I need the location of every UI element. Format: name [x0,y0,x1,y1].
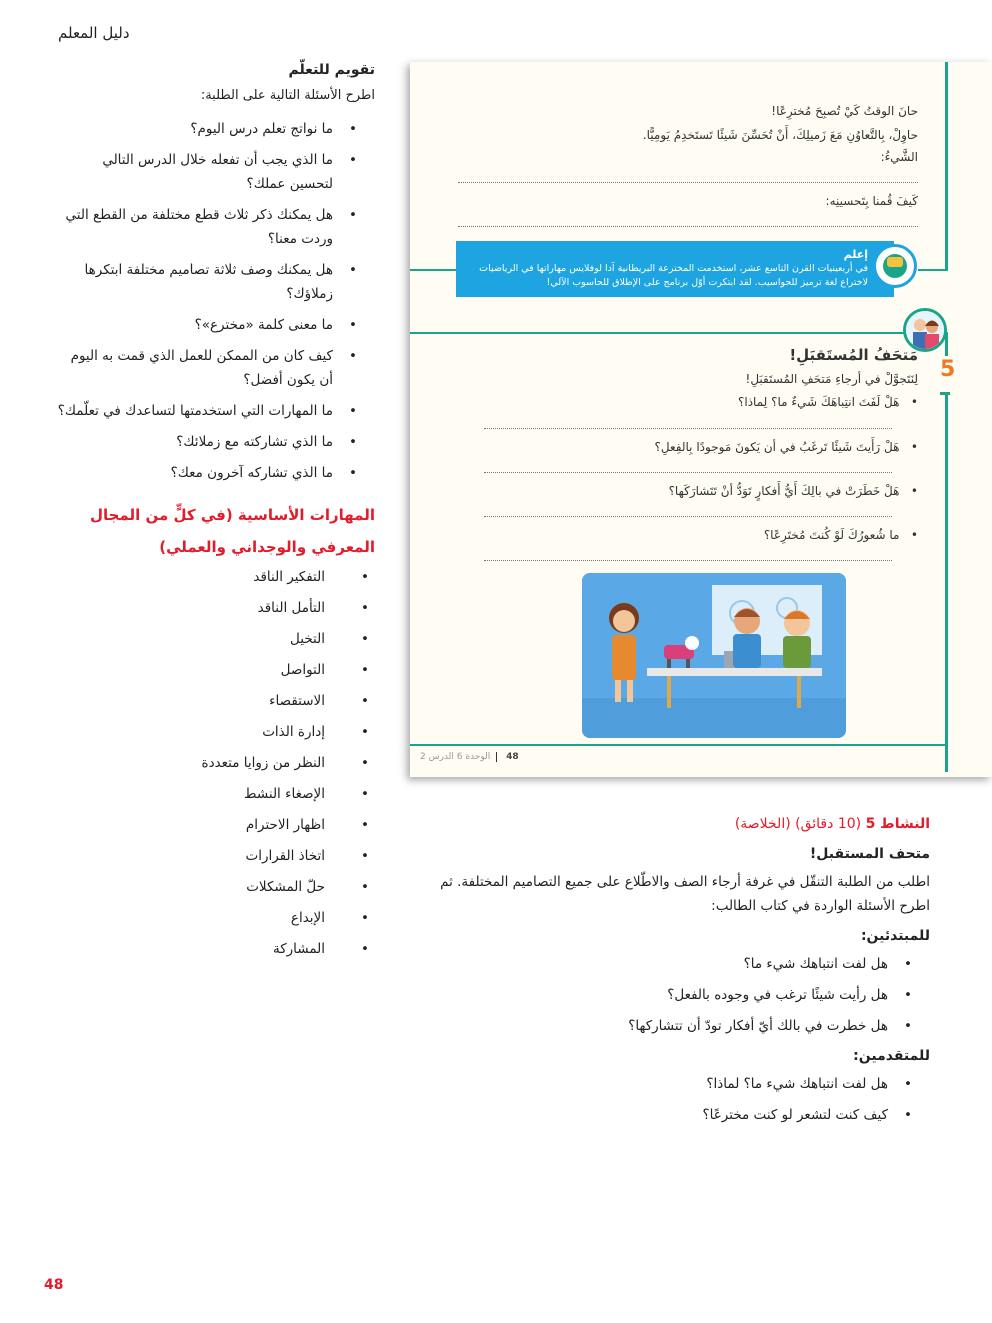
section-number: 5 [940,357,956,382]
assessment-title: تقويم للتعلّم [288,62,375,78]
answer-line [458,182,918,183]
beginners-list [440,952,930,1038]
list-item: • التواصل [55,658,375,682]
list-item: • النظر من زوايا متعددة [55,751,375,775]
list-item: • المشاركة [55,937,375,961]
book-question-3 [498,484,918,498]
list-item: • هل خطرت في بالك أيّ أفكار تودّ أن تتشاركها؟ [440,1014,930,1038]
book-line-3: الشَّيءُ: [880,150,918,164]
bullet: • [899,528,918,542]
book-question-text: هَلْ لَفَتَ انتِباهَكَ شَيءٌ ما؟ لِماذا؟ [738,395,900,409]
frame-line [945,62,948,270]
bullet: • [899,395,918,409]
book-footer [420,752,519,762]
answer-line [458,226,918,227]
frame-line [945,394,948,772]
book-question-4 [498,528,918,542]
list-item: • ما الذي تشاركته مع زملائك؟ [55,430,375,454]
frame-line [940,392,950,395]
book-line-2: حاوِلْ، بِالتَّعاوُنِ مَعَ زَميلِكَ، أَنْ تُحَسِّنَ شَيئًا تَستَخدِمُ يَومِيًّا. [642,128,918,142]
frame-line [410,744,948,746]
list-item: • التخيل [55,627,375,651]
frame-line [410,332,906,334]
answer-line [484,516,892,517]
list-item: • كيف كان من الممكن للعمل الذي قمت به اليوم أن يكون أفضل؟ [55,344,375,392]
assessment-questions [55,117,375,485]
list-item: • اظهار الاحترام [55,813,375,837]
list-item: • ما الذي تشاركه آخرون معك؟ [55,461,375,485]
list-item: • ما معنى كلمة «مخترع»؟ [55,313,375,337]
note-label: إعلم [843,248,868,261]
book-question-1 [498,395,918,409]
list-item: • هل لفت انتباهك شيء ما؟ لماذا؟ [440,1072,930,1096]
activity-title-rest: (10 دقائق) (الخلاصة) [734,816,866,832]
list-item: • الإصغاء النشط [55,782,375,806]
activity-title [440,812,930,836]
list-item: • التفكير الناقد [55,565,375,589]
page-header-title: دليل المعلم [58,24,130,42]
note-text: في أربعينيات القرن التاسع عشر، استخدمت المخترعة البريطانية آدا لوفلايس مهاراتها في الرياضيات لاختراع لغة ترميز للحواسيب. لقد ابتكرت أوّل برنامج على الإطلاق للحاسوب الآلي! [479,263,868,288]
list-item: • هل لفت انتباهك شيء ما؟ [440,952,930,976]
list-item: • التأمل الناقد [55,596,375,620]
info-note [456,241,894,297]
list-item: • ما نواتج تعلم درس اليوم؟ [55,117,375,141]
list-item: • هل يمكنك ذكر ثلاث قطع مختلفة من القطع التي وردت معنا؟ [55,203,375,251]
list-item: • اتخاذ القرارات [55,844,375,868]
frame-line [918,269,948,271]
list-item: • حلّ المشكلات [55,875,375,899]
answer-line [484,428,892,429]
advanced-list [440,1072,930,1127]
activity-section [440,812,930,1134]
advanced-label: للمتقدمين: [853,1048,930,1064]
book-question-text: ما شُعورُكَ لَوْ كُنتَ مُختَرِعًا؟ [763,528,900,542]
list-item: • كيف كنت لتشعر لو كنت مخترعًا؟ [440,1103,930,1127]
section-title: مَتحَفُ المُستَقبَلِ! [789,346,918,364]
bullet: • [899,440,918,454]
list-item: • الإبداع [55,906,375,930]
activity-subtitle: متحف المستقبل! [809,846,930,862]
answer-line [484,560,892,561]
list-item: • ما الذي يجب أن تفعله خلال الدرس التالي لتحسين عملك؟ [55,148,375,196]
answer-line [484,472,892,473]
list-item: • هل رأيت شيئًا ترغب في وجوده بالفعل؟ [440,983,930,1007]
assessment-column [55,58,375,968]
activity-title-bold: النشاط 5 [865,816,930,832]
book-question-text: هَلْ رَأَيتَ شَيئًا تَرغَبُ في أن يَكونَ مَوجودًا بِالفِعلِ؟ [654,440,900,454]
skills-title: المهارات الأساسية (في كلٍّ من المجال المعرفي والوجداني والعملي) [89,506,375,556]
frame-line [410,269,460,271]
page-number: 48 [44,1277,64,1293]
list-item: • إدارة الذات [55,720,375,744]
book-footer-page: 48 [506,752,519,762]
list-item: • الاستقصاء [55,689,375,713]
assessment-intro: اطرح الأسئلة التالية على الطلبة: [200,88,375,103]
book-line-4: كَيفَ قُمنا بِتَحسينِه: [825,194,918,208]
book-line-1: حانَ الوقتُ كَيْ تُصبِحَ مُخترِعًا! [771,104,918,118]
bullet: • [899,484,918,498]
book-footer-unit: الوحدة 6 الدرس 2 [420,752,491,762]
skills-list [55,565,375,961]
activity-paragraph: اطلب من الطلبة التنقّل في غرفة أرجاء الصف والاطّلاع على جميع التصاميم المختلفة. ثم اطرح الأسئلة الواردة في كتاب الطالب: [440,874,930,914]
student-book-page [410,62,992,777]
beginners-label: للمبتدئين: [860,928,930,944]
book-question-2 [498,440,918,454]
list-item: • ما المهارات التي استخدمتها لتساعدك في تعلّمك؟ [55,399,375,423]
list-item: • هل يمكنك وصف ثلاثة تصاميم مختلفة ابتكرها زملاؤك؟ [55,258,375,306]
section-intro: لِنَتَجوَّلْ في أرجاءِ مَتحَفِ المُستَقبَلِ! [745,372,918,386]
book-question-text: هَلْ خَطَرَتْ في بالِكَ أَيُّ أَفكارٍ تَوَدُّ أنْ تَتَشارَكَها؟ [668,484,900,498]
check-badge-icon [873,244,917,288]
inventors-illustration [582,573,846,738]
